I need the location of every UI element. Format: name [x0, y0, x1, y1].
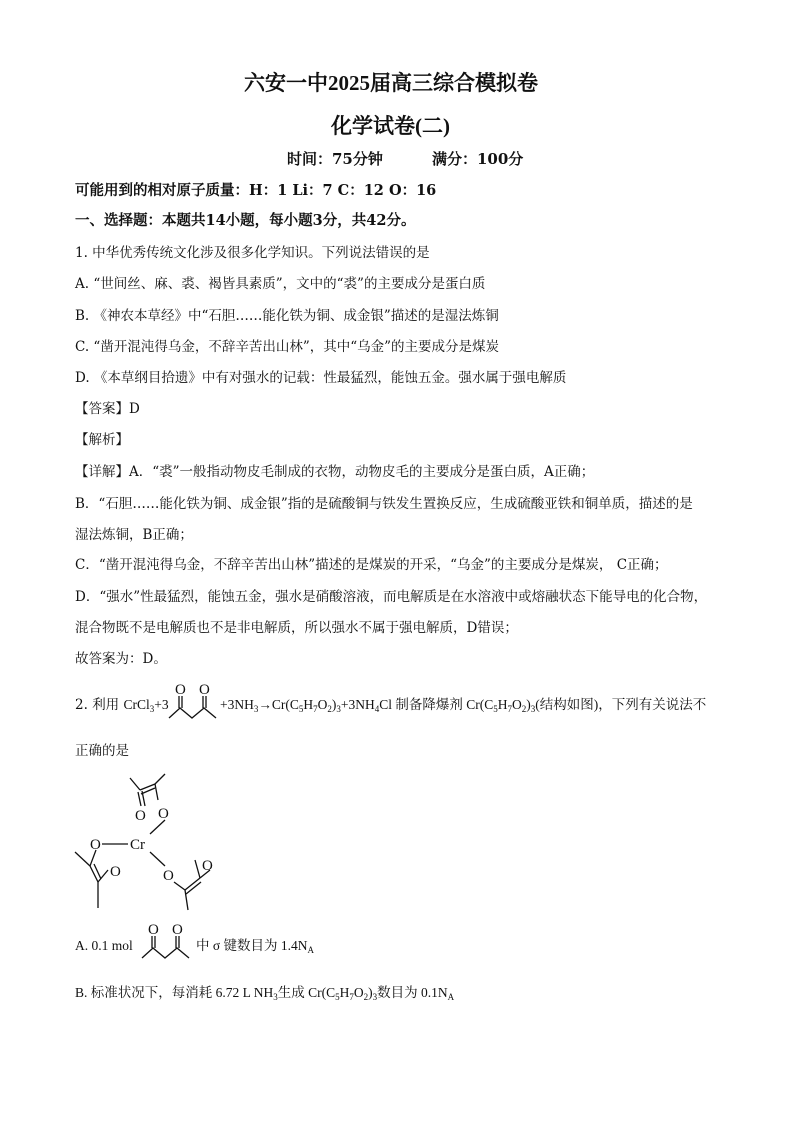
q2-formula-crcl3: CrCl$_3$+3 — [123, 697, 169, 714]
section-heading: 一、选择题：本题共14小题，每小题3分，共42分。 — [75, 212, 416, 229]
q2-stem — [75, 696, 169, 714]
page-title: 六安一中2025届高三综合模拟卷 — [244, 71, 538, 95]
q1-explanation-line: D．“强水”性最猛烈，能蚀五金，强水是硝酸溶液，而电解质是在水溶液中或熔融状态下能导电的化合物， — [75, 589, 708, 605]
q1-explanation-line: C．“凿开混沌得乌金，不辞辛苦出山林”描述的是煤炭的开采，“乌金”的主要成分是煤炭， C正确； — [75, 557, 668, 573]
atom-oxygen: O — [135, 808, 146, 824]
atom-oxygen: O — [158, 806, 169, 822]
q1-explanation-line: B．“石胆……能化铁为铜、成金银”指的是硫酸铜与铁发生置换反应，生成硫酸亚铁和铜单质，描述的是 — [75, 496, 693, 512]
q2-option-b: B. 标准状况下，每消耗 6.72 L $NH_3$生成 $Cr(C_5H_7O_2)_3$数目为 $0.1N_A$ — [75, 985, 455, 1002]
exam-score: 满分：100分 — [432, 150, 524, 168]
acac-structure-inline — [167, 682, 221, 726]
q1-explanation-line: 故答案为：D。 — [75, 651, 167, 667]
atom-oxygen: O — [175, 682, 186, 698]
q1-stem: 1. 中华优秀传统文化涉及很多化学知识。下列说法错误的是 — [75, 245, 430, 261]
page-subtitle: 化学试卷(二) — [331, 114, 450, 138]
q1-explanation-line: 湿法炼铜，B正确； — [75, 527, 193, 543]
q1-option-a: A. “世间丝、麻、裘、褐皆具素质”，文中的“裘”的主要成分是蛋白质 — [75, 276, 486, 292]
cr-acac3-structure — [70, 770, 230, 915]
atom-chromium: Cr — [130, 837, 145, 853]
q1-explanation-line: 【详解】A．“裘”一般指动物皮毛制成的衣物，动物皮毛的主要成分是蛋白质，A正确； — [75, 464, 595, 480]
atom-oxygen: O — [199, 682, 210, 698]
acac-structure-option-a — [140, 922, 194, 966]
q1-option-d: D. 《本草纲目拾遗》中有对强水的记载：性最猛烈，能蚀五金。强水属于强电解质 — [75, 370, 567, 386]
exam-time: 时间：75分钟 — [287, 150, 383, 168]
atom-oxygen: O — [163, 868, 174, 884]
atom-oxygen: O — [172, 922, 183, 938]
q1-explanation-line: 混合物既不是电解质也不是非电解质，所以强水不属于强电解质，D错误； — [75, 620, 518, 636]
q2-option-a-prefix: A. 0.1 mol — [75, 938, 133, 953]
q2-option-a-text: 中 σ 键数目为 $1.4N_A$ — [196, 938, 315, 955]
atom-oxygen: O — [202, 858, 213, 874]
q2-number: 2. — [75, 697, 88, 713]
q1-analysis-label: 【解析】 — [75, 432, 129, 448]
atom-oxygen: O — [90, 837, 101, 853]
q1-option-b: B. 《神农本草经》中“石胆……能化铁为铜、成金银”描述的是湿法炼铜 — [75, 308, 499, 324]
q1-answer-label: 【答案】D — [75, 401, 140, 417]
atom-oxygen: O — [110, 864, 121, 880]
q2-stem-line2: 正确的是 — [75, 743, 129, 759]
q1-option-c: C. “凿开混沌得乌金，不辞辛苦出山林”，其中“乌金”的主要成分是煤炭 — [75, 339, 500, 355]
atomic-masses: 可能用到的相对原子质量：H：1 Li：7 C：12 O：16 — [75, 182, 437, 199]
q2-stem-reaction: $+3NH_3\to Cr(C_5H_7O_2)_3+3NH_4Cl$ 制备降爆剂 $Cr(C_5H_7O_2)_3$(结构如图)，下列有关说法不 — [220, 697, 707, 714]
q2-stem-use: 利用 — [92, 697, 120, 713]
atom-oxygen: O — [148, 922, 159, 938]
